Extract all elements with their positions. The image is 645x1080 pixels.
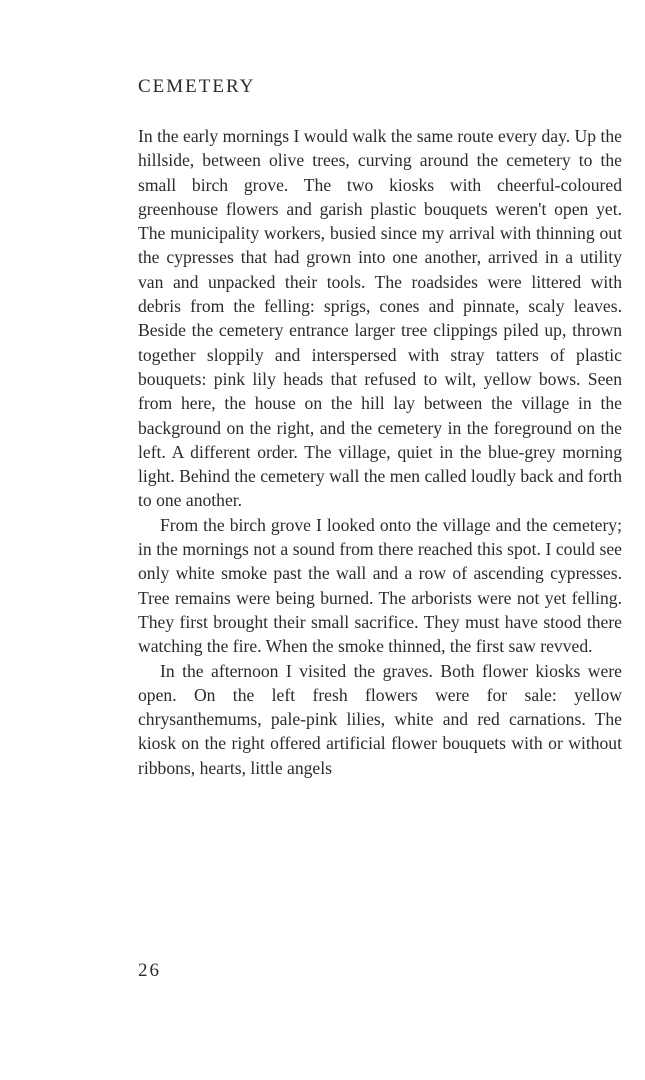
paragraph-3: In the afternoon I visited the graves. Both flower kiosks were open. On the left fresh flowers were for sale: yellow chrysanthemums, pale-pink lilies, white and red carnations. The kiosk on the right offered artificial flower bouquets with or without ribbons, hearts, little angels (138, 660, 622, 778)
paragraph-2: From the birch grove I looked onto the village and the cemetery; in the mornings not a sound from there reached this spot. I could see only white smoke past the wall and a row of ascending cypresses. Tree remains were being burned. The arborists were not yet felling. They first brought their small sacrifice. They must have stood there watching the fire. When the smoke thinned, the first saw revved. (138, 514, 622, 657)
page-number: 26 (138, 960, 161, 981)
chapter-title: CEMETERY (138, 76, 256, 97)
body-text (138, 124, 622, 780)
paragraph-1: In the early mornings I would walk the same route every day. Up the hillside, between olive trees, curving around the cemetery to the small birch grove. The two kiosks with cheerful-coloured greenhouse flowers and garish plastic bouquets weren't open yet. The municipality workers, busied since my arrival with thinning out the cypresses that had grown into one another, arrived in a utility van and unpacked their tools. The roadsides were littered with debris from the felling: sprigs, cones and pinnate, scaly leaves. Beside the cemetery entrance larger tree clippings piled up, thrown together sloppily and interspersed with stray tatters of plastic bouquets: pink lily heads that refused to wilt, yellow bows. Seen from here, the house on the hill lay between the village in the background on the right, and the cemetery in the foreground on the left. A different order. The village, quiet in the blue-grey morning light. Behind the cemetery wall the men called loudly back and forth to one another. (138, 126, 622, 511)
